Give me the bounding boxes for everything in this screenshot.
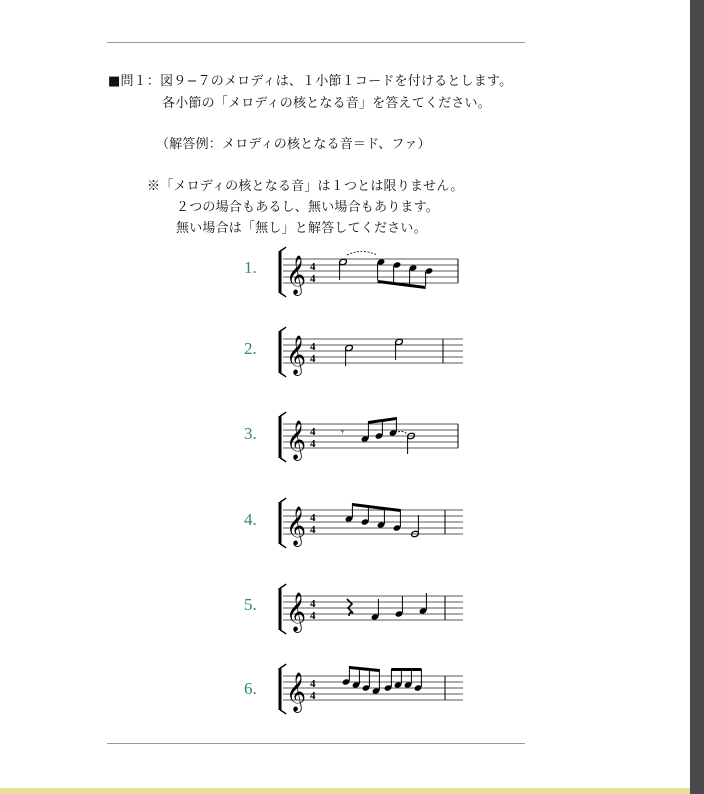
svg-text:4: 4 xyxy=(310,438,316,450)
exercise-4-staff xyxy=(273,497,473,549)
treble-clef-icon: 𝄞 xyxy=(286,255,307,295)
svg-text:4: 4 xyxy=(310,512,316,524)
eighth-rest-icon: 𝄾 xyxy=(341,426,344,439)
svg-text:4: 4 xyxy=(310,426,316,438)
svg-text:4: 4 xyxy=(310,341,316,353)
exercise-5-staff xyxy=(273,583,473,635)
viewer-bottom-strip xyxy=(0,788,690,794)
viewer-scroll-gutter[interactable] xyxy=(690,0,704,794)
top-divider xyxy=(107,42,525,43)
note-line-1: ※「メロディの核となる音」は１つとは限りません。 xyxy=(147,179,464,194)
exercise-2-staff xyxy=(273,326,473,378)
treble-clef-icon: 𝄞 xyxy=(286,506,307,546)
svg-text:4: 4 xyxy=(310,678,316,690)
question-title: ■問１：図９−７のメロディは、１小節１コードを付けるとします。 xyxy=(108,74,513,89)
quarter-rest-icon xyxy=(347,599,353,616)
time-signature-top: 4 xyxy=(310,261,316,273)
exercise-1-label: 1. xyxy=(244,258,257,277)
svg-text:4: 4 xyxy=(310,610,316,622)
svg-text:4: 4 xyxy=(310,524,316,536)
bottom-divider xyxy=(107,743,525,744)
exercise-2-label: 2. xyxy=(244,339,257,358)
svg-text:4: 4 xyxy=(310,353,316,365)
svg-text:4: 4 xyxy=(310,598,316,610)
treble-clef-icon: 𝄞 xyxy=(286,335,307,375)
exercise-3-staff xyxy=(273,411,473,463)
treble-clef-icon: 𝄞 xyxy=(286,592,307,632)
exercise-6-label: 6. xyxy=(244,679,257,698)
treble-clef-icon: 𝄞 xyxy=(286,672,307,712)
exercise-6-staff xyxy=(273,663,473,715)
square-bullet: ■ xyxy=(108,74,121,89)
exercise-5-label: 5. xyxy=(244,595,257,614)
time-signature-bottom: 4 xyxy=(310,273,316,285)
svg-text:4: 4 xyxy=(310,690,316,702)
note-line-3: 無い場合は「無し」と解答してください。 xyxy=(176,221,427,236)
treble-clef-icon: 𝄞 xyxy=(286,420,307,460)
exercise-1-staff xyxy=(273,246,473,298)
answer-example: （解答例：メロディの核となる音＝ド、ファ） xyxy=(156,137,431,152)
exercise-3-label: 3. xyxy=(244,424,257,443)
exercise-4-label: 4. xyxy=(244,510,257,529)
question-line2: 各小節の「メロディの核となる音」を答えてください。 xyxy=(162,96,491,111)
note-line-2: ２つの場合もあるし、無い場合もあります。 xyxy=(176,200,439,215)
